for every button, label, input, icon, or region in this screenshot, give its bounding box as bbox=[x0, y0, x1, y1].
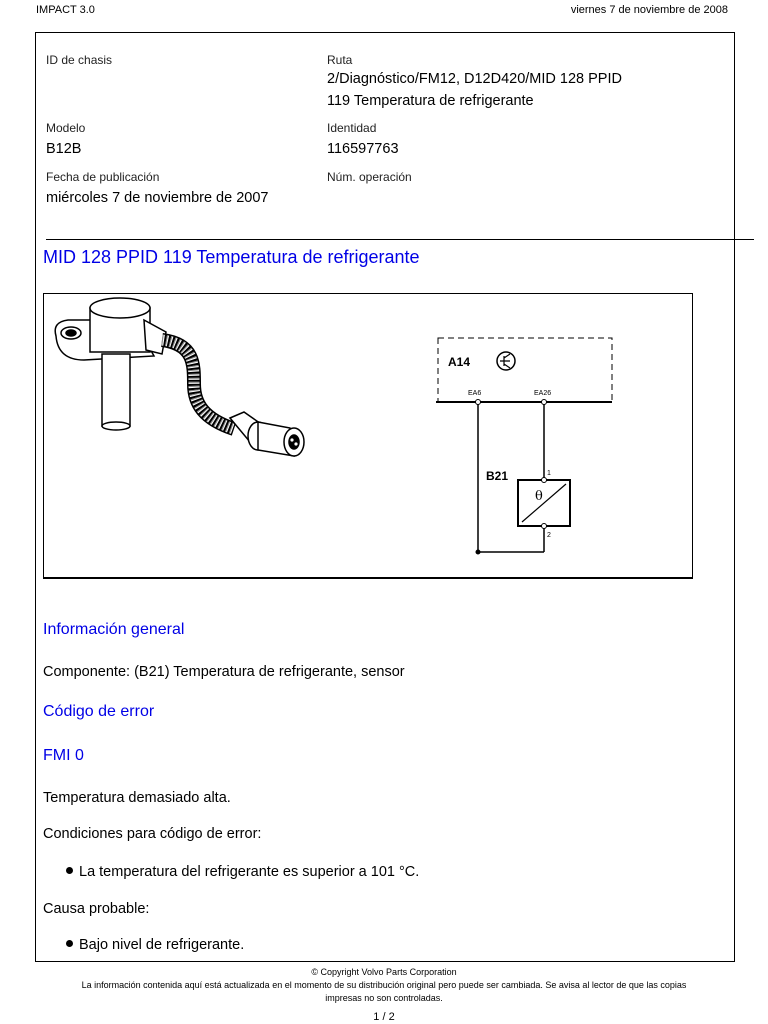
cause-item bbox=[66, 937, 244, 953]
sensor-drawing bbox=[55, 298, 166, 430]
route-value-line2: 119 Temperatura de refrigerante bbox=[327, 93, 534, 109]
identity-label: Identidad bbox=[327, 121, 377, 135]
print-date: viernes 7 de noviembre de 2008 bbox=[570, 4, 728, 16]
sensor-illustration bbox=[44, 294, 692, 578]
bullet-icon bbox=[66, 940, 73, 947]
metadata-divider bbox=[46, 239, 754, 240]
document-frame bbox=[35, 32, 735, 962]
sensor-label: B21 bbox=[486, 469, 509, 483]
route-value-line1: 2/Diagnóstico/FM12, D12D420/MID 128 PPID bbox=[327, 71, 622, 87]
ecu-label: A14 bbox=[448, 355, 471, 369]
operation-number-label: Núm. operación bbox=[327, 170, 412, 184]
condition-text: La temperatura del refrigerante es superior a 101 °C. bbox=[79, 864, 420, 880]
page-number: 1 / 2 bbox=[373, 1011, 395, 1023]
identity-value: 116597763 bbox=[327, 141, 399, 157]
route-label: Ruta bbox=[327, 53, 353, 67]
copyright-text: © Copyright Volvo Parts Corporation bbox=[311, 967, 457, 977]
page-footer bbox=[40, 966, 728, 1024]
cause-text: Bajo nivel de refrigerante. bbox=[79, 937, 245, 953]
sensor-pin-1: 1 bbox=[547, 470, 551, 477]
fmi-heading: FMI 0 bbox=[43, 747, 84, 764]
condition-item bbox=[66, 864, 419, 880]
model-value: B12B bbox=[46, 141, 82, 157]
ecu-pin-ea6: EA6 bbox=[468, 390, 482, 397]
conditions-label: Condiciones para código de error: bbox=[43, 826, 262, 842]
ecu-pin-ea26: EA26 bbox=[534, 390, 552, 397]
sensor-figure bbox=[43, 293, 693, 579]
cause-label: Causa probable: bbox=[43, 901, 150, 917]
component-text: Componente: (B21) Temperatura de refrigerante, sensor bbox=[43, 664, 405, 680]
sensor-pin-2: 2 bbox=[547, 532, 551, 539]
wiring-diagram bbox=[436, 338, 612, 554]
theta-symbol: θ bbox=[535, 489, 543, 504]
page-header bbox=[36, 4, 728, 18]
publication-date-label: Fecha de publicación bbox=[46, 170, 160, 184]
app-name: IMPACT 3.0 bbox=[36, 4, 95, 16]
chassis-id-label: ID de chasis bbox=[46, 53, 113, 67]
page-title: MID 128 PPID 119 Temperatura de refrigerante bbox=[43, 247, 420, 267]
notice-line-1: La información contenida aquí está actualizada en el momento de su distribución original pero puede ser cambiada. Se avisa al lector de que las copias bbox=[81, 980, 687, 990]
model-label: Modelo bbox=[46, 121, 86, 135]
notice-line-2: impresas no son controladas. bbox=[325, 993, 443, 1003]
sensor-connector bbox=[230, 412, 304, 456]
publication-date-value: miércoles 7 de noviembre de 2007 bbox=[46, 190, 269, 206]
general-info-heading: Información general bbox=[43, 621, 185, 638]
sensor-cable bbox=[162, 340, 234, 429]
temp-high-text: Temperatura demasiado alta. bbox=[43, 790, 231, 806]
error-code-heading: Código de error bbox=[43, 703, 155, 720]
bullet-icon bbox=[66, 867, 73, 874]
